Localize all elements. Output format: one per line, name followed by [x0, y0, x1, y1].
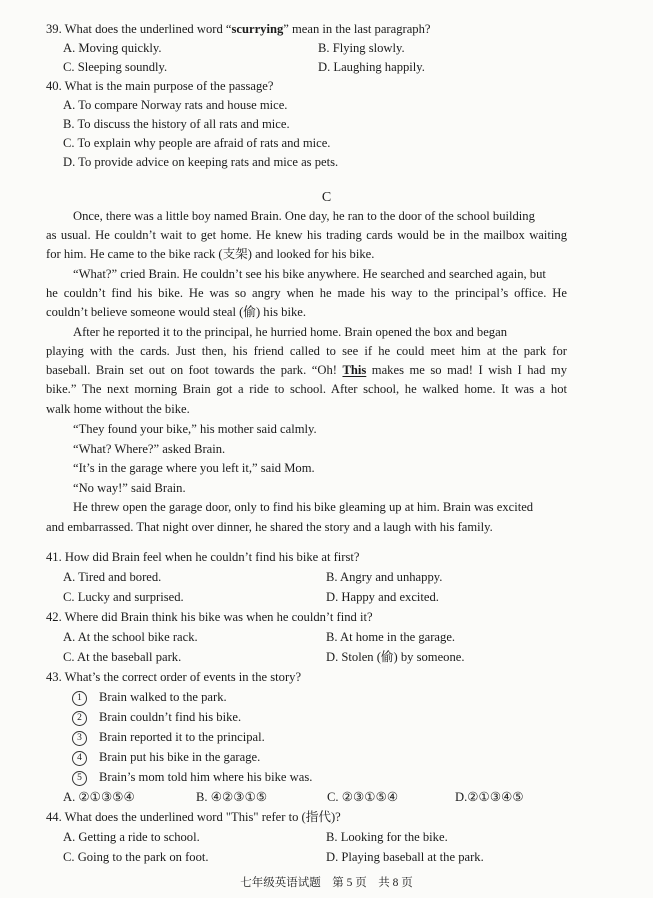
passage-p3-line3-text-end: makes me so mad! I wish I had my — [366, 363, 567, 377]
question-42-stem: 42. Where did Brain think his bike was when he couldn’t find it? — [46, 610, 373, 624]
event-text: Brain put his bike in the garage. — [99, 750, 261, 764]
circled-number-icon: 4 — [72, 751, 87, 766]
passage-p3-line2: playing with the cards. Just then, his friend called to see if he could meet him at the park for — [46, 344, 567, 358]
question-40-stem: 40. What is the main purpose of the passage? — [46, 79, 274, 93]
circled-number-icon: 1 — [72, 691, 87, 706]
event-text: Brain reported it to the principal. — [99, 730, 265, 744]
event-item — [72, 688, 227, 707]
question-41-option-a: A. Tired and bored. — [63, 570, 162, 584]
passage-p2-line2: he couldn’t find his bike. He was so angry when he made his way to the principal’s office. He — [46, 286, 567, 300]
passage-p3-line3 — [46, 361, 567, 380]
event-item — [72, 748, 260, 767]
question-40-option-b: B. To discuss the history of all rats and mice. — [63, 117, 290, 131]
passage-p3-line3-text: baseball. Brain set out on foot towards the park. “Oh! — [46, 363, 343, 377]
event-item — [72, 708, 241, 727]
question-40-option-a: A. To compare Norway rats and house mice. — [63, 98, 288, 112]
passage-p3-line5: walk home without the bike. — [46, 402, 190, 416]
passage-p2-line1: “What?” cried Brain. He couldn’t see his bike anywhere. He searched and searched again, but — [73, 267, 546, 281]
question-43-option-d: D.②①③④⑤ — [455, 790, 524, 804]
question-43-option-a: A. ②①③⑤④ — [63, 790, 135, 804]
question-39-keyword: scurrying — [231, 22, 284, 36]
passage-p1-line1: Once, there was a little boy named Brain. One day, he ran to the door of the school building — [73, 209, 535, 223]
page-footer: 七年级英语试题 第 5 页 共 8 页 — [240, 877, 413, 889]
question-39-option-d: D. Laughing happily. — [318, 60, 425, 74]
passage-p4-line1: He threw open the garage door, only to find his bike gleaming up at him. Brain was excited — [73, 500, 534, 514]
circled-number-icon: 3 — [72, 731, 87, 746]
question-40-option-c: C. To explain why people are afraid of rats and mice. — [63, 136, 331, 150]
question-43-option-b: B. ④②③①⑤ — [196, 790, 268, 804]
question-44-option-b: B. Looking for the bike. — [326, 830, 448, 844]
passage-p1-line2: as usual. He couldn’t wait to get home. He knew his trading cards would be in the mailbox waiting — [46, 228, 567, 242]
question-39-option-a: A. Moving quickly. — [63, 41, 162, 55]
question-43-option-c: C. ②③①⑤④ — [327, 790, 399, 804]
circled-number-icon: 2 — [72, 711, 87, 726]
question-44-option-a: A. Getting a ride to school. — [63, 830, 200, 844]
circled-number-icon: 5 — [72, 771, 87, 786]
question-39-option-c: C. Sleeping soundly. — [63, 60, 168, 74]
question-41-option-c: C. Lucky and surprised. — [63, 590, 184, 604]
passage-p3-line4: bike.” The next morning Brain got a ride to school. After school, he walked home. It was a hot — [46, 382, 567, 396]
event-item — [72, 768, 312, 787]
question-39-option-b: B. Flying slowly. — [318, 41, 405, 55]
question-42-option-a: A. At the school bike rack. — [63, 630, 198, 644]
event-text: Brain walked to the park. — [99, 690, 227, 704]
question-41-stem: 41. How did Brain feel when he couldn’t find his bike at first? — [46, 550, 360, 564]
underlined-word-this: This — [342, 363, 367, 377]
passage-p4-line2: and embarrassed. That night over dinner, he shared the story and a laugh with his family. — [46, 520, 493, 534]
dialogue-line-4: “No way!” said Brain. — [73, 481, 186, 495]
question-42-option-c: C. At the baseball park. — [63, 650, 182, 664]
passage-p1-line3: for him. He came to the bike rack (支架) and looked for his bike. — [46, 247, 375, 261]
event-text: Brain couldn’t find his bike. — [99, 710, 242, 724]
dialogue-line-2: “What? Where?” asked Brain. — [73, 442, 226, 456]
question-41-option-b: B. Angry and unhappy. — [326, 570, 443, 584]
passage-p2-line3: couldn’t believe someone would steal (偷) his bike. — [46, 305, 306, 319]
question-44-option-d: D. Playing baseball at the park. — [326, 850, 484, 864]
question-42-option-d: D. Stolen (偷) by someone. — [326, 650, 465, 664]
dialogue-line-3: “It’s in the garage where you left it,” said Mom. — [73, 461, 315, 475]
question-44-option-c: C. Going to the park on foot. — [63, 850, 209, 864]
question-39-stem-text-end: ” mean in the last paragraph? — [283, 22, 431, 36]
dialogue-line-1: “They found your bike,” his mother said calmly. — [73, 422, 317, 436]
question-40-option-d: D. To provide advice on keeping rats and mice as pets. — [63, 155, 339, 169]
question-42-option-b: B. At home in the garage. — [326, 630, 456, 644]
question-43-stem: 43. What’s the correct order of events in the story? — [46, 670, 302, 684]
event-item — [72, 728, 265, 747]
question-44-stem: 44. What does the underlined word "This" refer to (指代)? — [46, 810, 341, 824]
question-39-stem — [46, 20, 430, 39]
question-41-option-d: D. Happy and excited. — [326, 590, 439, 604]
event-text: Brain’s mom told him where his bike was. — [99, 770, 313, 784]
question-39-stem-text: 39. What does the underlined word “ — [46, 22, 232, 36]
passage-p3-line1: After he reported it to the principal, he hurried home. Brain opened the box and began — [73, 325, 507, 339]
passage-title: C — [321, 190, 332, 205]
